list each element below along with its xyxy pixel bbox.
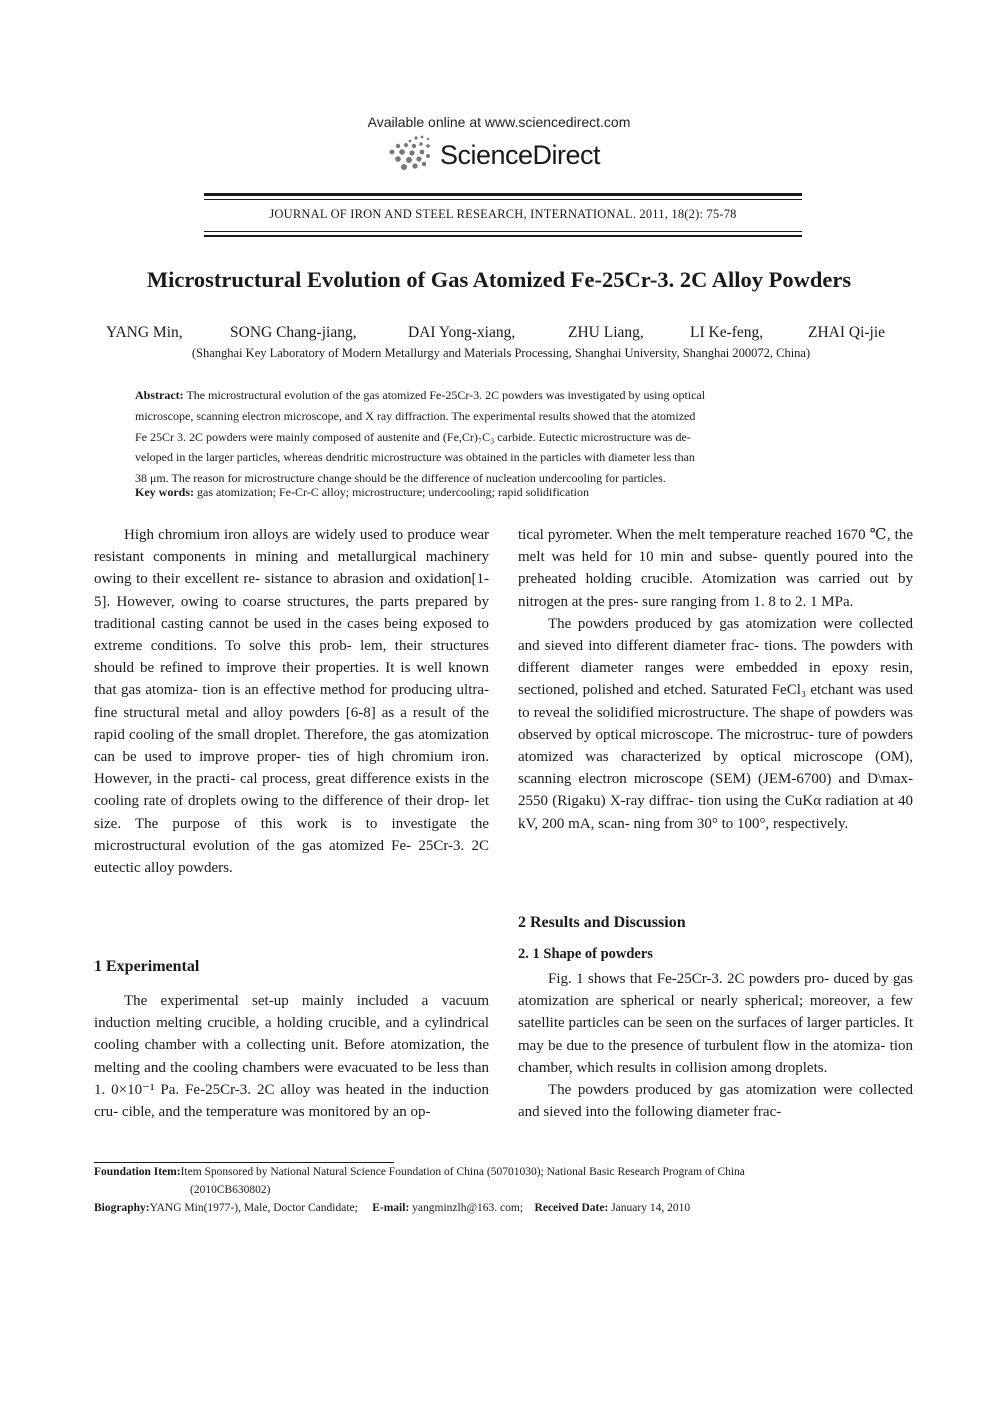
subsection-heading-shape: 2. 1 Shape of powders xyxy=(518,946,653,962)
footnote-foundation-cont: (2010CB630802) xyxy=(190,1184,271,1196)
publisher-name: ScienceDirect xyxy=(440,140,601,170)
biography-label: Biography: xyxy=(94,1202,150,1214)
abstract-line: 38 μm. The reason for microstructure change should be the difference of nucleation undercooling for particles. xyxy=(135,471,666,486)
foundation-text: Item Sponsored by National Natural Science Foundation of China (50701030); National Basic Research Program of China xyxy=(180,1166,745,1178)
right-column-shape xyxy=(518,968,913,1123)
abstract-line: Abstract: The microstructural evolution of the gas atomized Fe-25Cr-3. 2C powders was investigated by using optical xyxy=(135,388,706,402)
header-rule-top-thin xyxy=(204,199,802,200)
keywords xyxy=(135,485,873,500)
header-rule-top-thick xyxy=(204,193,802,196)
sieve-paragraph: The powders produced by gas atomization were collected and sieved into the following diameter frac- xyxy=(518,1082,914,1121)
left-column-intro xyxy=(94,524,489,879)
footnote-foundation xyxy=(94,1164,914,1181)
keywords-text: gas atomization; Fe-Cr-C alloy; microstructure; undercooling; rapid solidification xyxy=(197,485,589,499)
abstract-line: microscope, scanning electron microscope, and X ray diffraction. The experimental results showed that the atomized xyxy=(135,408,696,423)
left-column-experimental xyxy=(94,990,489,1123)
email-label: E-mail: xyxy=(372,1202,410,1214)
keywords-label: Key words: xyxy=(135,485,194,499)
footnote-rule xyxy=(94,1162,394,1163)
header-rule-bottom-thick xyxy=(204,235,802,237)
abstract-line: Fe 25Cr 3. 2C powders were mainly composed of austenite and (Fe,Cr)₇C₃ carbide. Eutectic microstructure was de- xyxy=(135,429,691,444)
affiliation: (Shanghai Key Laboratory of Modern Metallurgy and Materials Processing, Shanghai University, Shanghai 200072, China) xyxy=(191,346,811,360)
footnote-biography xyxy=(94,1200,914,1217)
author: DAI Yong-xiang, xyxy=(408,324,516,341)
section-heading-results: 2 Results and Discussion xyxy=(518,914,686,931)
sciencedirect-logo xyxy=(384,134,624,180)
abstract-line: veloped in the larger particles, whereas dendritic microstructure was obtained in the particles with diameter less than xyxy=(135,450,695,465)
intro-paragraph: High chromium iron alloys are widely used to produce wear resistant components in mining and metallurgical machinery owing to their excellent re- sistance to abrasion and oxidation[1-5]. However, owing to coarse structures, the parts prepared by traditional casting cannot be used in the cases being exposed to extreme conditions. To solve this prob- lem, their structures should be refined to improve their properties. It is well known that gas atomiza- tion is an effective method for producing ultra-fine structural metal and alloy powders [6-8] as a result of the rapid cooling of the small droplet. Therefore, the gas atomization can be used to improve proper- ties of high chromium iron. However, in the practi- cal process, great difference exists in the cooling rate of droplets owing to the difference of their drop- let size. The purpose of this work is to investigate the microstructural evolution of the gas atomized Fe- 25Cr-3. 2C eutectic alloy powders. xyxy=(94,527,490,877)
right-column-top xyxy=(518,524,913,835)
foundation-label: Foundation Item: xyxy=(94,1166,181,1178)
email-text: yangminzlh@163. com; xyxy=(412,1202,524,1214)
author: LI Ke-feng, xyxy=(690,324,764,341)
author: YANG Min, xyxy=(106,324,183,341)
author: ZHU Liang, xyxy=(568,324,644,341)
section-heading-experimental: 1 Experimental xyxy=(94,958,200,975)
journal-citation: JOURNAL OF IRON AND STEEL RESEARCH, INTERNATIONAL. 2011, 18(2): 75-78 xyxy=(269,207,737,221)
biography-text: YANG Min(1977-), Male, Doctor Candidate; xyxy=(149,1202,358,1214)
author: ZHAI Qi-jie xyxy=(808,324,886,341)
header-rule-bottom-thin xyxy=(204,231,802,232)
pyrometer-paragraph: tical pyrometer. When the melt temperature reached 1670 ℃, the melt was held for 10 min and subse- quently poured into the preheated holding crucible. Atomization was carried out by nitrogen at the pres- sure ranging from 1. 8 to 2. 1 MPa. xyxy=(518,527,913,610)
received-text: January 14, 2010 xyxy=(611,1202,691,1214)
powders-paragraph: The powders produced by gas atomization were collected and sieved into different diameter frac- tions. The powders with different diameter ranges were embedded in epoxy resin, sectioned, polished and etched. Saturated FeCl₃ etchant was used to reveal the solidified microstructure. The shape of powders was observed by optical microscope. The microstruc- ture of powders atomized was characterized by optical microscope (OM), scanning electron microscope (SEM) (JEM-6700) and D\max-2550 (Rigaku) X-ray diffrac- tion using the CuKα radiation at 40 kV, 200 mA, scan- ning from 30° to 100°, respectively. xyxy=(518,615,914,832)
received-label: Received Date: xyxy=(534,1202,609,1214)
experimental-paragraph: The experimental set-up mainly included a vacuum induction melting crucible, a holding crucible, and a cylindrical cooling chamber with a collecting unit. Before atomization, the melting and the cooling chambers were evacuated to be less than 1. 0×10⁻¹ Pa. Fe-25Cr-3. 2C alloy was heated in the induction cru- cible, and the temperature was monitored by an op- xyxy=(94,993,490,1121)
abstract xyxy=(135,385,873,489)
abstract-label: Abstract: xyxy=(135,388,184,402)
author: SONG Chang-jiang, xyxy=(230,324,357,341)
paper-title: Microstructural Evolution of Gas Atomized Fe-25Cr-3. 2C Alloy Powders xyxy=(146,267,852,292)
sciencedirect-dots-icon xyxy=(384,134,436,178)
available-online-text: Available online at www.sciencedirect.com xyxy=(367,114,631,130)
shape-paragraph: Fig. 1 shows that Fe-25Cr-3. 2C powders pro- duced by gas atomization are spherical or nearly spherical; moreover, a few satellite particles can be seen on the surfaces of larger particles. It may be due to the presence of turbulent flow in the atomiza- tion chamber, which results in collision among droplets. xyxy=(518,971,914,1076)
